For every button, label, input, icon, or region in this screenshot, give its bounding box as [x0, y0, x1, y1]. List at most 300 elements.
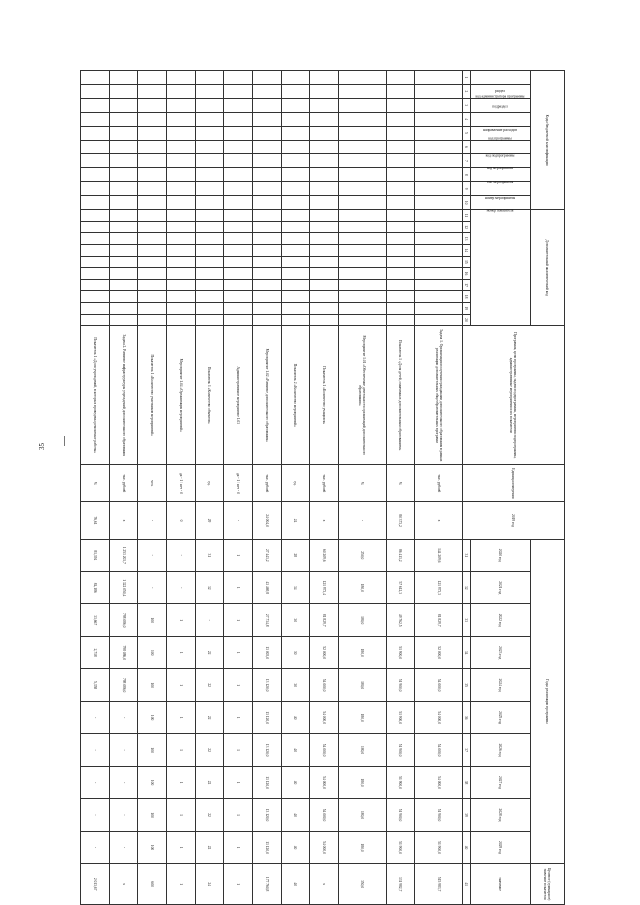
code-cell [310, 126, 339, 140]
code-col-3: подраздел [471, 98, 531, 112]
code-cell [224, 279, 253, 291]
column-number: 5 [463, 126, 471, 140]
row-final-value: 600 [138, 864, 167, 905]
code-cell [338, 71, 386, 85]
code-cell [386, 314, 415, 326]
code-cell [224, 244, 253, 256]
code-cell [224, 154, 253, 168]
column-number: 37 [463, 734, 471, 766]
code-cell [138, 302, 167, 314]
code-cell [81, 112, 110, 126]
table-row [81, 71, 110, 905]
code-cell [109, 221, 138, 233]
code-cell [252, 279, 281, 291]
row-year-value: 1 [224, 539, 253, 571]
code-cell [415, 84, 463, 98]
code-cell [138, 182, 167, 196]
row-year-value: 30 [281, 604, 310, 636]
program-table-sheet [80, 70, 565, 905]
column-number: 33 [463, 604, 471, 636]
code-cell [167, 112, 196, 126]
code-cell [252, 244, 281, 256]
code-cell [167, 268, 196, 280]
years-group-header: Годы реализации программы [531, 539, 565, 864]
code-cell [81, 314, 110, 326]
code-cell [81, 140, 110, 154]
code-cell [386, 291, 415, 303]
code-cell [167, 98, 196, 112]
row-year-value: 13 120,0 [252, 669, 281, 701]
row-year-value: 30 [281, 636, 310, 668]
code-cell [386, 268, 415, 280]
code-cell [338, 244, 386, 256]
row-year-value: - [109, 766, 138, 798]
code-cell [386, 112, 415, 126]
code-cell [195, 279, 224, 291]
code-cell [281, 182, 310, 196]
row-final-value: 1 [224, 864, 253, 905]
code-cell [310, 221, 339, 233]
code-cell [167, 221, 196, 233]
row-year-value: 40 [281, 766, 310, 798]
code-cell [281, 126, 310, 140]
row-year-value: 32 [195, 572, 224, 604]
code-col-2: раздел [471, 84, 531, 98]
column-number: 34 [463, 636, 471, 668]
code-cell [415, 154, 463, 168]
row-year-value: 798 086,0 [109, 669, 138, 701]
code-cell [138, 291, 167, 303]
code-cell [167, 140, 196, 154]
code-cell [109, 98, 138, 112]
row-base-value: х [109, 502, 138, 539]
year-header-9: 2028 год [471, 799, 531, 831]
row-year-value: 1 [167, 734, 196, 766]
row-year-value: 1 [167, 604, 196, 636]
code-cell [109, 210, 138, 222]
code-cell [338, 233, 386, 245]
row-year-value: 84,186 [81, 572, 110, 604]
row-year-value: 60 209,6 [310, 539, 339, 571]
code-cell [338, 210, 386, 222]
code-cell [109, 268, 138, 280]
row-year-value: - [109, 734, 138, 766]
code-cell [281, 140, 310, 154]
row-year-value: 798 086,0 [109, 636, 138, 668]
row-year-value: - [109, 831, 138, 863]
row-year-value: 54 000,0 [415, 669, 463, 701]
row-year-value: 30 [281, 669, 310, 701]
code-cell [281, 314, 310, 326]
row-final-value: 177 760,8 [252, 864, 281, 905]
code-cell [195, 168, 224, 182]
code-cell [224, 140, 253, 154]
code-cell [415, 210, 463, 222]
code-cell [167, 314, 196, 326]
code-cell [81, 279, 110, 291]
row-year-value: 34 [281, 572, 310, 604]
row-year-value: 22 [195, 701, 224, 733]
code-cell [138, 256, 167, 268]
code-cell [167, 302, 196, 314]
row-year-value: 180,0 [338, 799, 386, 831]
code-cell [138, 244, 167, 256]
row-unit: тыс. рублей [310, 465, 339, 502]
code-cell [386, 279, 415, 291]
code-cell [195, 244, 224, 256]
row-unit: тыс. рублей [252, 465, 281, 502]
code-cell [281, 291, 310, 303]
row-final-value: 350,0 [338, 864, 386, 905]
row-year-value: 27 734,8 [252, 604, 281, 636]
code-cell [252, 210, 281, 222]
table-row [109, 71, 138, 905]
code-cell [167, 244, 196, 256]
code-cell [224, 314, 253, 326]
year-header-1: 2020 год [471, 539, 531, 571]
row-base-value: 24 [281, 502, 310, 539]
row-year-value: - [81, 799, 110, 831]
code-cell [138, 196, 167, 210]
row-year-value: 1 [224, 636, 253, 668]
code-cell [338, 256, 386, 268]
table-row [224, 71, 253, 905]
row-year-value: - [81, 831, 110, 863]
program-goal-header: Программа, цели программы, задачи подпрограммы, мероприятия подпрограммы, административные мероприятия и их показатели [463, 326, 565, 465]
row-description: Мероприятие 1.01 «Обеспечение деятельности организаций дополнительного образования» [338, 326, 386, 465]
code-cell [195, 291, 224, 303]
row-description: Показатель 1 «Количество участников мероприятий» [138, 326, 167, 465]
code-cell [338, 168, 386, 182]
code-cell [224, 168, 253, 182]
row-year-value: 54 000,0 [310, 831, 339, 863]
row-year-value: 51 900,0 [386, 766, 415, 798]
code-cell [195, 98, 224, 112]
code-cell [338, 84, 386, 98]
code-cell [310, 279, 339, 291]
row-year-value: 1 [167, 799, 196, 831]
row-base-value: - [224, 502, 253, 539]
column-number: 31 [463, 539, 471, 571]
code-col-9: номер мероприятия [471, 182, 531, 196]
code-col-4: направление расходов [471, 112, 531, 126]
code-cell [195, 71, 224, 85]
code-cell [281, 279, 310, 291]
row-year-value: 22 [195, 766, 224, 798]
code-cell [338, 98, 386, 112]
code-cell [338, 279, 386, 291]
code-cell [310, 154, 339, 168]
program-table [80, 70, 565, 905]
column-number: 12 [463, 221, 471, 233]
column-number: 11 [463, 210, 471, 222]
code-cell [224, 268, 253, 280]
row-year-value: 81 829,7 [310, 604, 339, 636]
code-cell [310, 210, 339, 222]
code-cell [310, 196, 339, 210]
column-number: 2 [463, 84, 471, 98]
code-cell [415, 233, 463, 245]
code-cell [109, 291, 138, 303]
code-cell [224, 98, 253, 112]
row-description: Мероприятие 1.02 «Развитие дополнительного образования» [252, 326, 281, 465]
table-body [81, 71, 463, 905]
row-description: Мероприятие 1.04 «Организация мероприятий» [167, 326, 196, 465]
code-cell [252, 168, 281, 182]
code-cell [415, 182, 463, 196]
code-cell [81, 98, 110, 112]
code-cell [386, 98, 415, 112]
code-cell [252, 221, 281, 233]
code-cell [109, 302, 138, 314]
code-cell [252, 268, 281, 280]
column-number: 36 [463, 701, 471, 733]
code-cell [109, 84, 138, 98]
year-header-7: 2026 год [471, 734, 531, 766]
row-year-value: 798 086,0 [109, 604, 138, 636]
code-cell [338, 268, 386, 280]
code-cell [81, 168, 110, 182]
row-year-value: 1 [167, 636, 196, 668]
column-number: 15 [463, 256, 471, 268]
code-cell [415, 196, 463, 210]
row-year-value: 51 900,0 [386, 831, 415, 863]
page-number: 35 [38, 443, 46, 450]
row-year-value: 54 000,0 [310, 766, 339, 798]
unit-header: Единица измерения [463, 465, 565, 502]
row-year-value: 40 [281, 734, 310, 766]
code-cell [138, 314, 167, 326]
code-cell [167, 71, 196, 85]
table-row [415, 71, 463, 905]
table-row [338, 71, 386, 905]
code-cell [252, 154, 281, 168]
code-cell [81, 196, 110, 210]
code-cell [252, 98, 281, 112]
code-cell [81, 126, 110, 140]
code-cell [386, 126, 415, 140]
row-final-value: х [310, 864, 339, 905]
row-year-value: 51 900,0 [386, 669, 415, 701]
column-number: 20 [463, 314, 471, 326]
row-year-value: 1 [167, 831, 196, 863]
code-cell [252, 112, 281, 126]
row-unit: ед. [195, 465, 224, 502]
code-cell [281, 256, 310, 268]
code-cell [310, 140, 339, 154]
row-year-value: - [138, 572, 167, 604]
code-cell [386, 233, 415, 245]
column-number: 3 [463, 98, 471, 112]
row-year-value: 180,0 [338, 734, 386, 766]
code-cell [386, 256, 415, 268]
code-cell [224, 182, 253, 196]
row-final-value: 24 [195, 864, 224, 905]
row-final-value: 2 013,67 [81, 864, 110, 905]
row-description: Показатель 1 «Количество учащихся» [310, 326, 339, 465]
column-number: 6 [463, 140, 471, 154]
code-cell [386, 210, 415, 222]
code-cell [167, 182, 196, 196]
row-unit: тыс. рублей [415, 465, 463, 502]
row-year-value: 1 322 050,4 [109, 572, 138, 604]
code-cell [386, 182, 415, 196]
code-cell [386, 221, 415, 233]
row-description: Показатель 1 «Количество объектов» [195, 326, 224, 465]
code-cell [224, 71, 253, 85]
extra-code-subheader [471, 210, 531, 326]
row-year-value: 100 [138, 831, 167, 863]
column-number: 4 [463, 112, 471, 126]
code-cell [310, 244, 339, 256]
code-col-5: код программы [471, 126, 531, 140]
code-cell [281, 154, 310, 168]
code-cell [167, 154, 196, 168]
code-cell [252, 140, 281, 154]
code-cell [415, 98, 463, 112]
row-year-value: 54 000,0 [310, 701, 339, 733]
column-number: 13 [463, 233, 471, 245]
code-cell [109, 314, 138, 326]
row-year-value: 180,0 [338, 636, 386, 668]
row-year-value: - [81, 701, 110, 733]
row-year-value: 180,0 [338, 572, 386, 604]
row-year-value: - [138, 539, 167, 571]
row-year-value: 1 [224, 766, 253, 798]
code-cell [109, 154, 138, 168]
code-cell [109, 140, 138, 154]
code-cell [338, 154, 386, 168]
code-cell [195, 256, 224, 268]
row-year-value: 51 900,0 [415, 831, 463, 863]
code-cell [138, 71, 167, 85]
column-number: 8 [463, 168, 471, 182]
code-cell [195, 84, 224, 98]
row-year-value: 52 000,0 [310, 636, 339, 668]
row-year-value: 1 [224, 701, 253, 733]
row-year-value: - [109, 701, 138, 733]
code-cell [109, 71, 138, 85]
code-cell [138, 221, 167, 233]
code-cell [224, 112, 253, 126]
code-cell [415, 314, 463, 326]
row-year-value: 1 [224, 799, 253, 831]
year-header-10: 2029 год [471, 831, 531, 863]
code-cell [252, 71, 281, 85]
row-year-value: 40 [281, 831, 310, 863]
code-cell [81, 268, 110, 280]
row-year-value: 51 900,0 [415, 799, 463, 831]
row-year-value: 100 [138, 766, 167, 798]
code-cell [415, 302, 463, 314]
code-cell [195, 154, 224, 168]
code-cell [224, 302, 253, 314]
row-year-value: 100 [138, 734, 167, 766]
code-cell [138, 210, 167, 222]
column-number: 40 [463, 831, 471, 863]
column-number: 35 [463, 669, 471, 701]
code-cell [195, 233, 224, 245]
code-cell [415, 221, 463, 233]
code-cell [252, 314, 281, 326]
row-year-value: 40 [281, 799, 310, 831]
code-cell [386, 154, 415, 168]
year-header-6: 2025 год [471, 701, 531, 733]
row-year-value: 31 [195, 539, 224, 571]
code-cell [338, 221, 386, 233]
code-cell [81, 291, 110, 303]
code-cell [415, 279, 463, 291]
row-unit: ед. [281, 465, 310, 502]
row-base-value: 24 004,0 [252, 502, 281, 539]
row-year-value: 86 413,2 [386, 539, 415, 571]
code-cell [310, 268, 339, 280]
column-number: 19 [463, 302, 471, 314]
row-year-value: 51 900,0 [386, 636, 415, 668]
row-year-value: 180,0 [338, 766, 386, 798]
row-year-value: 250,0 [338, 539, 386, 571]
table-row [310, 71, 339, 905]
code-cell [281, 112, 310, 126]
code-cell [281, 233, 310, 245]
row-base-value: 80 373,2 [386, 502, 415, 539]
table-row [195, 71, 224, 905]
code-cell [415, 168, 463, 182]
row-description: Задача 1. Организация получения гражданами дополнительного образования в рамках реализации дополнительных общеобразовательных программ [415, 326, 463, 465]
code-cell [109, 233, 138, 245]
row-year-value: 180,0 [338, 701, 386, 733]
code-cell [310, 84, 339, 98]
row-base-value: - [138, 502, 167, 539]
code-cell [138, 98, 167, 112]
row-year-value: 2,718 [81, 636, 110, 668]
year-header-5: 2024 год [471, 669, 531, 701]
column-number: 9 [463, 182, 471, 196]
row-unit: чел. [138, 465, 167, 502]
code-cell [109, 126, 138, 140]
base-year-header: 2019 год [463, 502, 565, 539]
row-year-value: 49 762,5 [386, 604, 415, 636]
code-col-7: код мероприятия [471, 154, 531, 168]
row-year-value: 144 209,6 [415, 539, 463, 571]
row-unit: % [386, 465, 415, 502]
scan-mark [64, 436, 65, 446]
code-cell [252, 302, 281, 314]
code-cell [195, 221, 224, 233]
row-year-value: 13 120,0 [252, 831, 281, 863]
code-cell [138, 154, 167, 168]
code-col-10: номер показателя [471, 196, 531, 210]
final-header: Целевое (суммарное) значение показателя [531, 864, 565, 905]
code-cell [386, 244, 415, 256]
code-cell [310, 168, 339, 182]
row-description: Показатель 1 «Доля детей, охваченных дополнительным образованием» [386, 326, 415, 465]
row-final-value: 331 982,7 [386, 864, 415, 905]
column-number: 41 [463, 864, 471, 905]
row-year-value: 57 612,3 [386, 572, 415, 604]
row-year-value: 54 000,0 [310, 734, 339, 766]
code-cell [386, 140, 415, 154]
column-number: 14 [463, 244, 471, 256]
code-cell [281, 71, 310, 85]
year-header-4: 2023 год [471, 636, 531, 668]
code-cell [415, 126, 463, 140]
row-year-value: 43 469,8 [252, 572, 281, 604]
code-cell [109, 168, 138, 182]
code-cell [252, 126, 281, 140]
row-year-value: 1 [224, 831, 253, 863]
code-cell [281, 84, 310, 98]
